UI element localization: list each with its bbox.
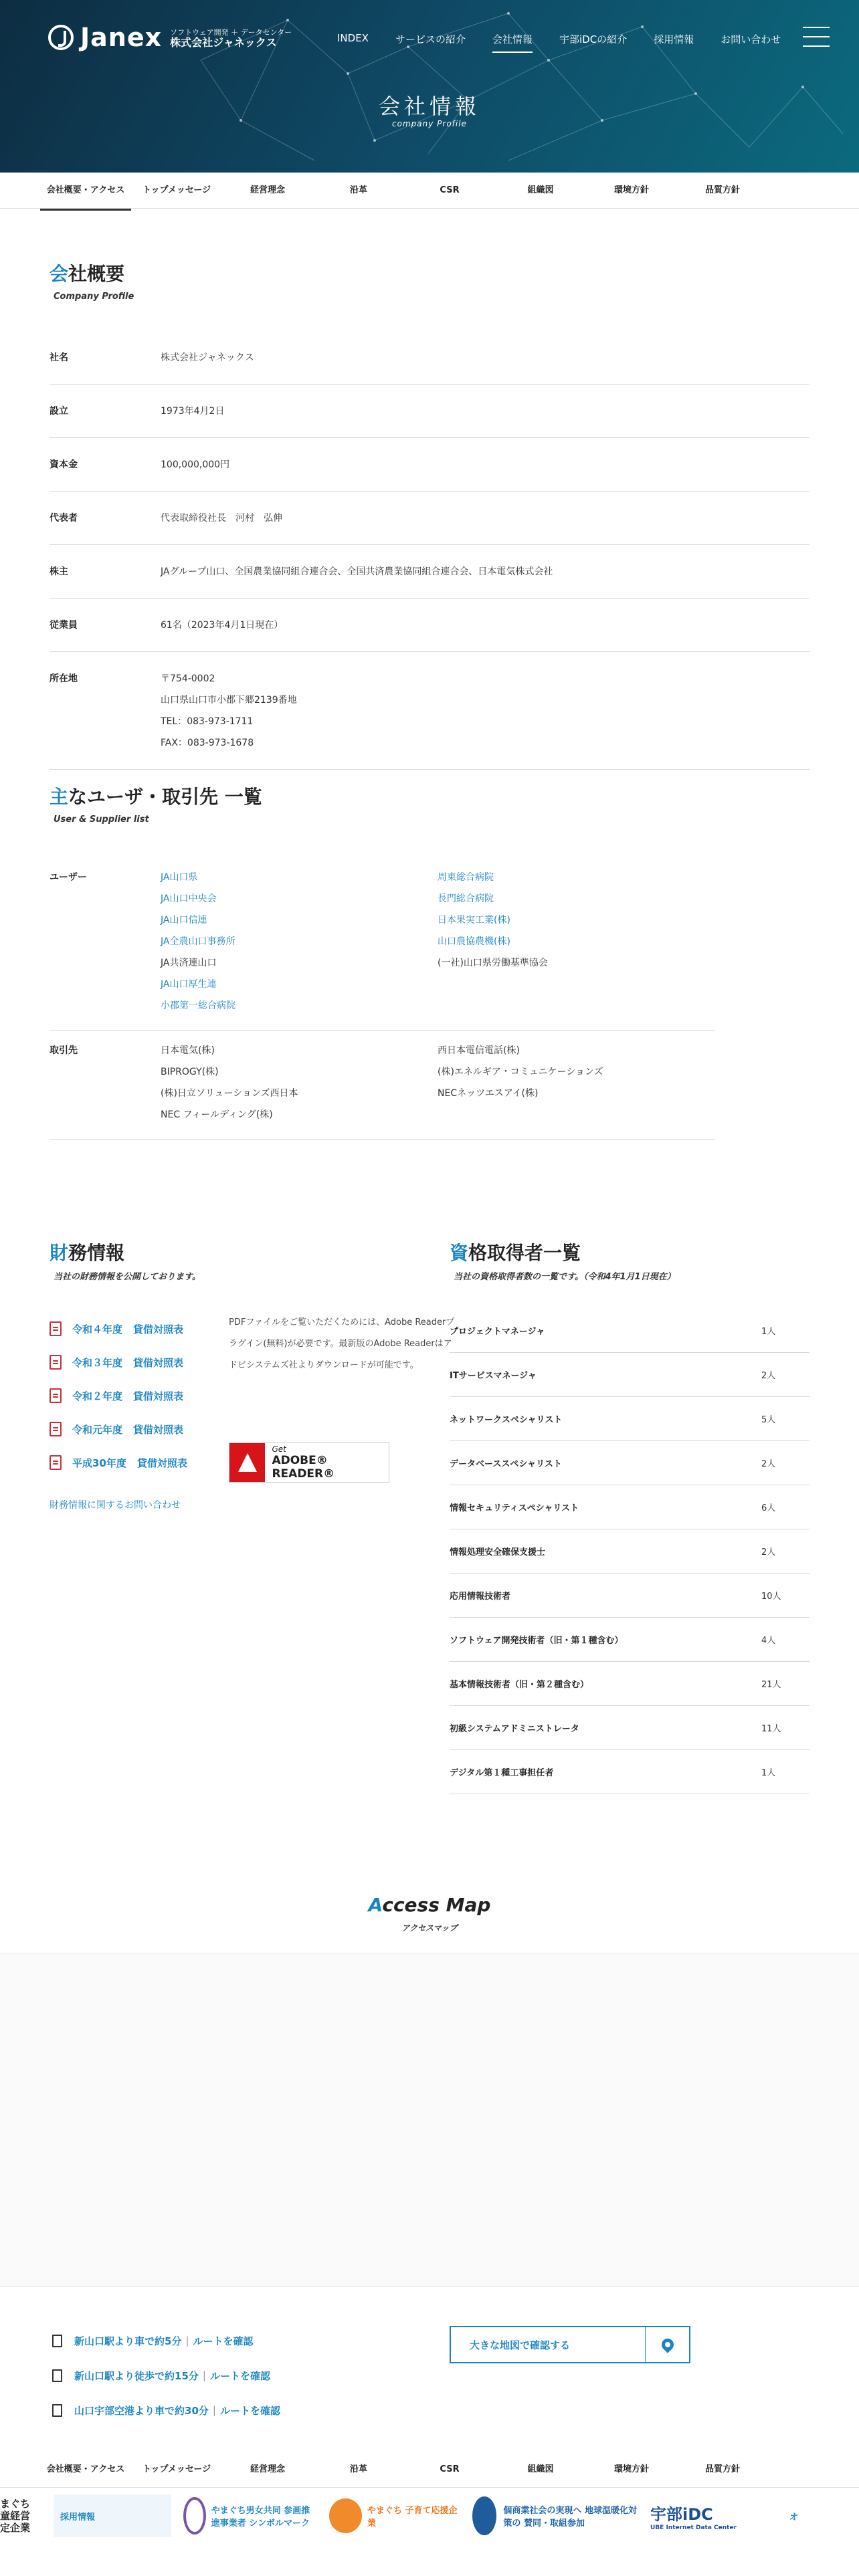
map-pin-icon: [645, 2327, 689, 2362]
route-text: 新山口駅より徒歩で約15分: [74, 2369, 199, 2382]
user-link[interactable]: 周東総合病院: [438, 872, 494, 883]
nav-recruit[interactable]: 採用情報: [654, 33, 694, 45]
banner-childcare[interactable]: [329, 2494, 460, 2537]
profile-row-capital: [50, 438, 809, 492]
map-embed[interactable]: [0, 1953, 859, 2287]
finance-list: [50, 1312, 187, 1479]
users-col-2: [438, 867, 714, 1016]
eco-logo-icon: [472, 2496, 496, 2535]
user-link[interactable]: 日本果実工業(株): [438, 915, 510, 926]
qual-count: 2人: [761, 1547, 776, 1558]
user-link[interactable]: 長門総合病院: [438, 893, 494, 904]
finance-contact-link[interactable]: 財務情報に関するお問い合わせ: [50, 1500, 181, 1511]
profile-heading-accent: 会: [50, 263, 69, 285]
subnav-philosophy[interactable]: 経営理念: [250, 185, 285, 195]
profile-subheading: Company Profile: [54, 292, 134, 302]
nav-ube-idc[interactable]: 宇部iDCの紹介: [559, 33, 628, 45]
qual-count: 10人: [761, 1592, 781, 1602]
profile-value: 株式会社ジャネックス: [161, 352, 254, 363]
pdf-icon: [50, 1321, 62, 1336]
qual-name: デジタル第１種工事担任者: [450, 1768, 554, 1778]
supplier-text: 西日本電信電話(株): [438, 1045, 520, 1056]
hamburger-menu-icon[interactable]: [803, 27, 830, 49]
users-heading: [50, 782, 262, 809]
users-label: ユーザー: [50, 872, 87, 883]
qual-name: 応用情報技術者: [450, 1592, 511, 1602]
finance-item[interactable]: [50, 1379, 187, 1412]
subnav-bottom: [0, 2452, 859, 2488]
qual-row: [450, 1353, 809, 1397]
users-subheading: User & Supplier list: [54, 815, 149, 825]
user-link[interactable]: 山口農協農機(株): [438, 936, 510, 947]
finance-year: 令和４年度: [72, 1323, 123, 1335]
qual-name: 情報セキュリティスペシャリスト: [450, 1503, 579, 1513]
route-link[interactable]: ルートを確認: [193, 2335, 254, 2347]
qual-name: ネットワークスペシャリスト: [450, 1415, 563, 1425]
subnav-history[interactable]: 沿革: [349, 185, 367, 195]
qual-count: 4人: [761, 1636, 776, 1646]
qual-name: 基本情報技術者（旧・第２種含む）: [450, 1680, 589, 1690]
supplier-text: NECネッツエスアイ(株): [438, 1088, 539, 1099]
childcare-logo-icon: [329, 2498, 362, 2533]
qual-count: 2人: [761, 1371, 776, 1381]
user-text: JA共済連山口: [161, 958, 217, 968]
profile-value: JAグループ山口、全国農業協同組合連合会、全国共済農業協同組合連合会、日本電気株式会社: [161, 566, 553, 577]
suppliers-label: 取引先: [50, 1045, 78, 1056]
finance-heading-rest: 務情報: [68, 1242, 125, 1264]
profile-value: 100,000,000円: [161, 459, 230, 470]
access-heading: [0, 1894, 859, 1916]
supplier-text: (株)エネルギア・コミュニケーションズ: [438, 1067, 603, 1077]
route-link[interactable]: ルートを確認: [209, 2369, 270, 2382]
qual-name: ITサービスマネージャ: [450, 1371, 537, 1381]
subnav-top: [0, 173, 859, 209]
pdf-icon: [50, 1455, 62, 1470]
qual-heading-rest: 格取得者一覧: [468, 1242, 581, 1264]
profile-label: 株主: [50, 566, 68, 577]
profile-table: [50, 331, 809, 770]
finance-item[interactable]: [50, 1312, 187, 1346]
supplier-text: 日本電気(株): [161, 1045, 215, 1056]
hero-header: [0, 0, 859, 173]
nav-contact[interactable]: お問い合わせ: [721, 33, 781, 45]
qual-heading: [450, 1239, 581, 1265]
subnav-org-chart[interactable]: 組織図: [527, 185, 554, 195]
qual-row: [450, 1309, 809, 1353]
finance-year: 令和２年度: [72, 1390, 123, 1402]
suppliers-row: [50, 1031, 715, 1140]
large-map-button[interactable]: [450, 2326, 690, 2363]
profile-label: 所在地: [50, 673, 78, 684]
finance-heading-accent: 財: [50, 1242, 69, 1264]
route-text: 山口宇部空港より車で約30分: [74, 2404, 209, 2417]
address-zip: 〒754-0002: [161, 673, 215, 684]
address-tel: TEL：083-973-1711: [161, 716, 254, 727]
profile-value: 1973年4月2日: [161, 406, 225, 417]
qual-row: [450, 1574, 809, 1618]
page-subtitle: company Profile: [392, 119, 467, 128]
banner-childcare-text: やまぐち 子育て応援企業: [367, 2506, 458, 2529]
symbol-mark-icon: [183, 2497, 206, 2535]
banner-gender-text: やまぐち男女共同 参画推進事業者 シンボルマーク: [211, 2506, 310, 2529]
finance-doc: 貸借対照表: [133, 1423, 184, 1436]
route-list: [52, 2323, 280, 2428]
qual-count: 1人: [761, 1327, 776, 1337]
qual-subheading: 当社の資格取得者数の一覧です。（令和4年1月1日現在）: [454, 1272, 676, 1282]
banner-ube-idc[interactable]: [650, 2494, 777, 2537]
qual-count: 6人: [761, 1503, 776, 1513]
qual-row: [450, 1529, 809, 1574]
banner-health-management[interactable]: まぐち 童経営 定企業: [0, 2498, 31, 2534]
user-link[interactable]: JA山口信連: [161, 915, 207, 926]
access-heading-accent: A: [368, 1894, 383, 1916]
banner-recruit-label: 採用情報: [60, 2512, 96, 2523]
logo-subtitle: [170, 27, 292, 47]
user-link[interactable]: JA山口中央会: [161, 893, 217, 904]
subnav-environment[interactable]: 環境方針: [613, 2464, 649, 2474]
route-item[interactable]: 新山口駅より徒歩で約15分 | ルートを確認: [52, 2358, 280, 2393]
finance-item[interactable]: [50, 1346, 187, 1379]
qual-table: [450, 1309, 809, 1794]
subnav-csr[interactable]: CSR: [440, 2464, 460, 2474]
subnav-quality[interactable]: 品質方針: [704, 185, 740, 195]
subnav-overview-access[interactable]: 会社概要・アクセス: [46, 2464, 125, 2474]
profile-label: 資本金: [50, 459, 78, 470]
adobe-reader-badge[interactable]: [229, 1442, 389, 1483]
finance-year: 令和元年度: [72, 1423, 123, 1436]
route-link[interactable]: ルートを確認: [219, 2404, 280, 2417]
qual-row: [450, 1750, 809, 1794]
subnav-environment[interactable]: 環境方針: [613, 185, 649, 195]
profile-label: 設立: [50, 406, 68, 417]
user-link[interactable]: JA山口県: [161, 872, 198, 883]
user-link[interactable]: JA全農山口事務所: [161, 936, 235, 947]
adobe-reader-label: ADOBE® READER®: [272, 1454, 335, 1481]
logo-mark-icon: [48, 25, 74, 50]
profile-row-shareholders: [50, 545, 809, 599]
qual-row: [450, 1618, 809, 1662]
finance-subheading: 当社の財務情報を公開しております。: [54, 1272, 201, 1282]
qual-count: 2人: [761, 1459, 776, 1469]
address-fax: FAX：083-973-1678: [161, 738, 254, 748]
profile-row-representative: [50, 492, 809, 545]
qual-count: 21人: [761, 1680, 781, 1690]
users-col-1: [161, 867, 438, 1016]
subnav-org-chart[interactable]: 組織図: [527, 2464, 554, 2474]
supplier-text: NEC フィールディング(株): [161, 1109, 273, 1120]
nav-services[interactable]: サービスの紹介: [395, 33, 466, 45]
subnav-quality[interactable]: 品質方針: [704, 2464, 740, 2474]
finance-doc: 貸借対照表: [133, 1323, 184, 1335]
nav-company[interactable]: 会社情報: [492, 32, 533, 53]
profile-label: 従業員: [50, 620, 78, 631]
finance-item[interactable]: [50, 1446, 187, 1479]
route-item[interactable]: 新山口駅より車で約5分 | ルートを確認: [52, 2323, 280, 2358]
qual-row: [450, 1397, 809, 1441]
profile-heading-rest: 社概要: [68, 263, 125, 285]
nav-index[interactable]: INDEX: [337, 32, 369, 44]
users-heading-rest: なユーザ・取引先 一覧: [68, 786, 262, 808]
profile-row-established: [50, 385, 809, 438]
banner-gender-equality[interactable]: [183, 2494, 317, 2537]
subnav-overview-access[interactable]: 会社概要・アクセス: [40, 173, 131, 211]
profile-row-address: [50, 652, 809, 770]
finance-doc: 貸借対照表: [133, 1356, 184, 1369]
qual-row: [450, 1706, 809, 1750]
document-icon: [52, 2335, 62, 2347]
users-heading-accent: 主: [50, 786, 69, 808]
route-text: 新山口駅より車で約5分: [74, 2335, 182, 2347]
adobe-get: Get: [272, 1444, 286, 1454]
qual-name: 初級システムアドミニストレータ: [450, 1724, 579, 1734]
supplier-text: (株)日立ソリューションズ西日本: [161, 1088, 298, 1099]
finance-doc: 貸借対照表: [133, 1390, 184, 1402]
banner-idc-sub: UBE Internet Data Center: [650, 2524, 737, 2531]
subnav-philosophy[interactable]: 経営理念: [250, 2464, 285, 2474]
qual-count: 5人: [761, 1415, 776, 1425]
users-row: [50, 857, 715, 1031]
qual-name: データベーススペシャリスト: [450, 1459, 562, 1469]
adobe-badge-text: [272, 1444, 389, 1481]
supplier-text: BIPROGY(株): [161, 1067, 219, 1077]
profile-label: 社名: [50, 352, 68, 363]
document-icon: [52, 2404, 62, 2417]
profile-label: 代表者: [50, 513, 78, 524]
banner-idc-title: 宇部iDC: [650, 2504, 713, 2524]
finance-year: 平成30年度: [72, 1457, 126, 1469]
user-link[interactable]: 小郡第一総合病院: [161, 1000, 235, 1011]
banner-eco[interactable]: [472, 2494, 638, 2537]
page-title: 会社情報: [378, 94, 480, 119]
pdf-icon: [50, 1388, 62, 1403]
finance-year: 令和３年度: [72, 1356, 123, 1369]
qual-count: 11人: [761, 1724, 781, 1734]
qual-name: プロジェクトマネージャ: [450, 1327, 545, 1337]
subnav-history[interactable]: 沿革: [349, 2464, 367, 2474]
profile-heading: [50, 259, 124, 286]
profile-row-name: [50, 331, 809, 385]
company-logo[interactable]: [48, 23, 292, 52]
profile-row-employees: [50, 599, 809, 652]
document-icon: [52, 2369, 62, 2382]
banner-recruit[interactable]: [54, 2494, 171, 2537]
qual-row: [450, 1441, 809, 1485]
adobe-reader-note: PDFファイルをご覧いただくためには、Adobe Readerプラグイン(無料)が必要です。最新版のAdobe Readerはアドビシステムズ社よりダウンロードが可能です。: [229, 1317, 455, 1370]
qual-name: 情報処理安全確保支援士: [450, 1547, 546, 1558]
qual-row: [450, 1662, 809, 1706]
subnav-top-message[interactable]: トップメッセージ: [142, 2464, 211, 2474]
logo-name: Janex: [80, 23, 163, 52]
suppliers-col-1: [161, 1040, 438, 1125]
qual-name: ソフトウェア開発技術者（旧・第１種含む）: [450, 1636, 624, 1646]
profile-value: 代表取締役社長 河村 弘伸: [161, 513, 282, 524]
finance-doc: 貸借対照表: [136, 1457, 187, 1469]
finance-heading: [50, 1239, 124, 1265]
user-link[interactable]: JA山口厚生連: [161, 979, 217, 990]
access-subheading: アクセスマップ: [401, 1923, 458, 1933]
user-text: (一社)山口県労働基準協会: [438, 958, 548, 968]
logo-tagline: ソフトウェア開発 ＋ データセンター: [170, 28, 292, 37]
banner-strip: [0, 2489, 859, 2543]
large-map-button-label: 大きな地図で確認する: [470, 2339, 571, 2351]
pdf-icon: [50, 1355, 62, 1370]
qual-count: 1人: [761, 1768, 776, 1778]
address-line: 山口県山口市小郡下郷2139番地: [161, 695, 297, 706]
subnav-csr[interactable]: CSR: [440, 185, 460, 195]
banner-eco-text: 個商業社会の実現へ 地球温暖化対策の 賛同・取組参加: [503, 2506, 637, 2529]
logo-company: 株式会社ジャネックス: [170, 36, 277, 49]
pdf-icon: [50, 1422, 62, 1436]
access-heading-rest: ccess Map: [382, 1894, 491, 1916]
qual-row: [450, 1485, 809, 1529]
finance-item[interactable]: [50, 1412, 187, 1446]
subnav-top-message[interactable]: トップメッセージ: [142, 185, 211, 195]
suppliers-col-2: [438, 1040, 714, 1125]
profile-value: 61名（2023年4月1日現在）: [161, 620, 284, 631]
route-item[interactable]: 山口宇部空港より車で約30分 | ルートを確認: [52, 2393, 280, 2428]
global-nav: [337, 32, 807, 53]
adobe-logo-icon: [229, 1443, 265, 1482]
qual-heading-accent: 資: [450, 1242, 469, 1264]
banner-partial[interactable]: オ: [789, 2512, 799, 2523]
users-table: [50, 857, 715, 1140]
profile-address: [161, 668, 297, 754]
